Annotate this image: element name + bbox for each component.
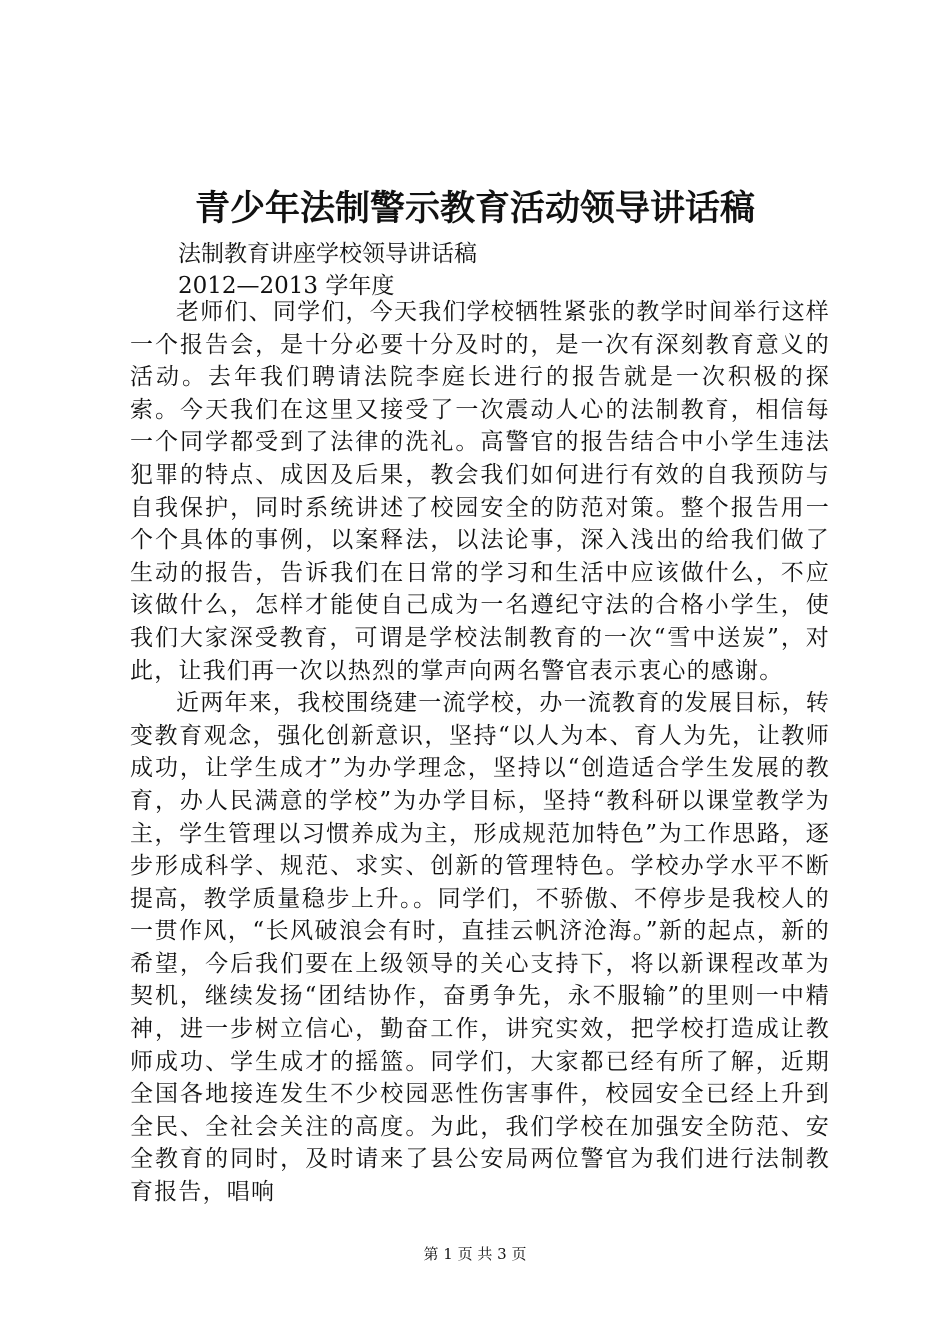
document-title: 青少年法制警示教育活动领导讲话稿 [194,188,755,229]
paragraph: 近两年来，我校围绕建一流学校，办一流教育的发展目标，转变教育观念，强化创新意识，坚持“以人为本、育人为先，让教师成功，让学生成才”为办学理念，坚持以“创造适合学生发展的教育，办人民满意的学校”为办学目标，坚持“教科研以课堂教学为主，学生管理以习惯养成为主，形成规范加特色”为工作思路，逐步形成科学、规范、求实、创新的管理特色。学校办学水平不断提高，教学质量稳步上升。。同学们，不骄傲、不停步是我校人的一贯作风，“长风破浪会有时，直挂云帆济沧海。”新的起点，新的希望，今后我们要在上级领导的关心支持下，将以新课程改革为契机，继续发扬“团结协作，奋勇争先，永不服输”的里则一中精神，进一步树立信心，勤奋工作，讲究实效，把学校打造成让教师成功、学生成才的摇篮。同学们，大家都已经有所了解，近期全国各地接连发生不少校园恶性伤害事件，校园安全已经上升到全民、全社会关注的高度。为此，我们学校在加强安全防范、安全教育的同时，及时请来了县公安局两位警官为我们进行法制教育报告，唱响 [130,690,830,1206]
paragraph: 老师们、同学们，今天我们学校牺牲紧张的教学时间举行这样一个报告会，是十分必要十分及时的，是一次有深刻教育意义的活动。去年我们聘请法院李庭长进行的报告就是一次积极的探索。今天我们在这里又接受了一次震动人心的法制教育，相信每一个同学都受到了法律的洗礼。高警官的报告结合中小学生违法犯罪的特点、成因及后果，教会我们如何进行有效的自我预防与自我保护，同时系统讲述了校园安全的防范对策。整个报告用一个个具体的事例，以案释法，以法论事，深入浅出的给我们做了生动的报告，告诉我们在日常的学习和生活中应该做什么，不应该做什么，怎样才能使自己成为一名遵纪守法的合格小学生，使我们大家深受教育，可谓是学校法制教育的一次“雪中送炭”，对此，让我们再一次以热烈的掌声向两名警官表示衷心的感谢。 [130,299,830,684]
document-subtitle: 法制教育讲座学校领导讲话稿 [178,241,477,267]
document-body [130,296,830,1209]
school-year: 2012—2013 学年度 [178,273,395,299]
page-number: 第 1 页 共 3 页 [423,1245,527,1263]
